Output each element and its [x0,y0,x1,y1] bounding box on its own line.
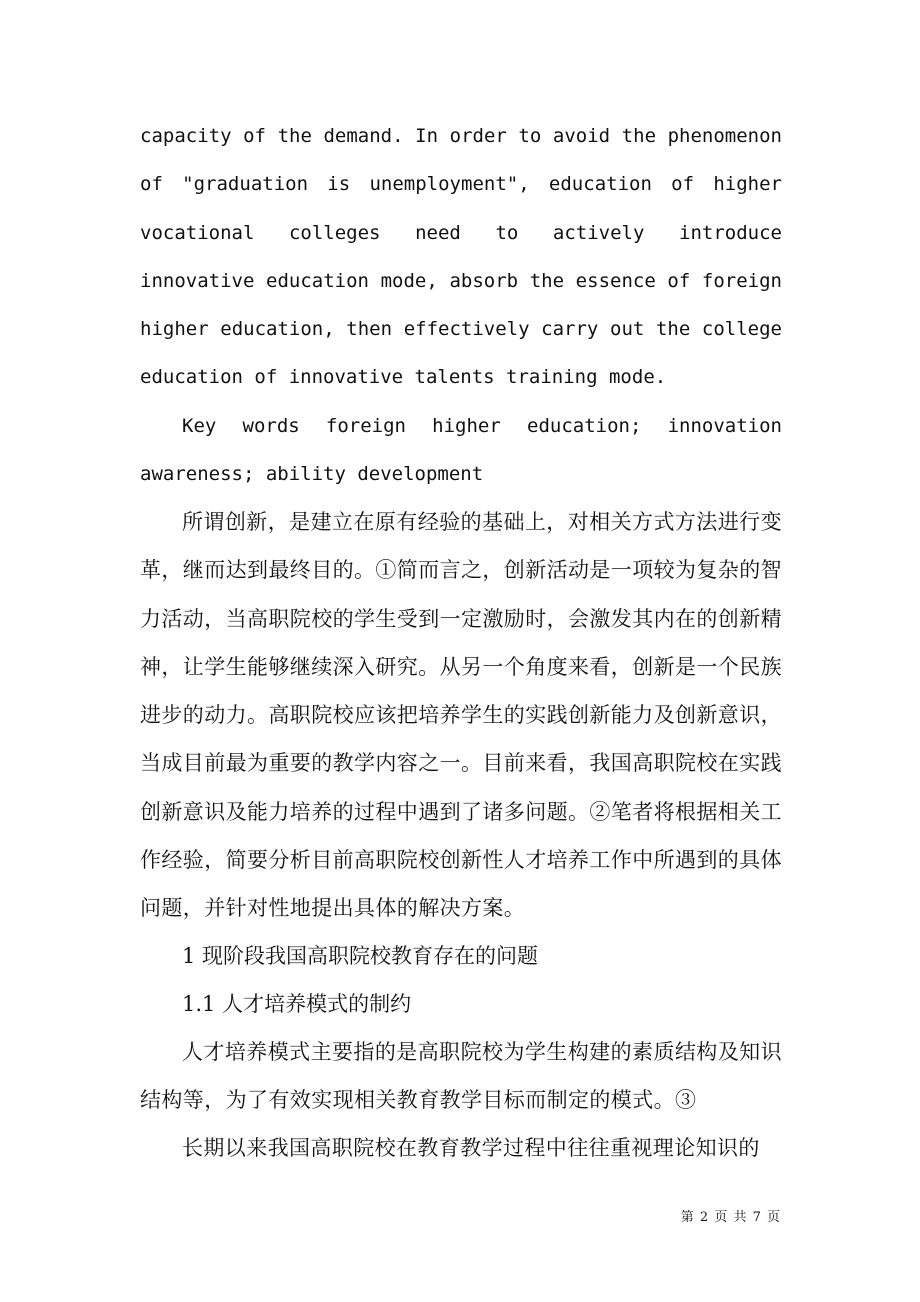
page-number-footer: 第 2 页 共 7 页 [680,1210,781,1225]
abstract-en-block [140,112,782,402]
abstract-en-paragraph: capacity of the demand. In order to avoid the phenomenon of "graduation is unemployment", education of higher vocational colleges need to actively introduce innovative education mode, absorb the essence of foreign higher education, then effectively carry out the college education of innovative talents training mode. [140,125,782,389]
section-heading-1 [140,932,782,980]
section-1-1-paragraph-2 [140,1124,782,1172]
keywords-paragraph: Key words foreign higher education; innovation awareness; ability development [140,415,782,486]
keywords-block [140,402,782,499]
intro-zh-block [140,498,782,933]
heading-1-1-text: 1.1 人才培养模式的制约 [182,992,412,1016]
section-1-1-paragraph-1 [140,1028,782,1125]
body-paragraph: 人才培养模式主要指的是高职院校为学生构建的素质结构及知识结构等，为了有效实现相关教育教学目标而制定的模式。③ [140,1040,782,1113]
heading-1-text: 1 现阶段我国高职院校教育存在的问题 [182,944,539,968]
intro-zh-paragraph: 所谓创新，是建立在原有经验的基础上，对相关方式方法进行变革，继而达到最终目的。①简而言之，创新活动是一项较为复杂的智力活动，当高职院校的学生受到一定激励时，会激发其内在的创新精神，让学生能够继续深入研究。从另一个角度来看，创新是一个民族进步的动力。高职院校应该把培养学生的实践创新能力及创新意识，当成目前最为重要的教学内容之一。目前来看，我国高职院校在实践创新意识及能力培养的过程中遇到了诸多问题。②笔者将根据相关工作经验，简要分析目前高职院校创新性人才培养工作中所遇到的具体问题，并针对性地提出具体的解决方案。 [140,510,782,921]
section-heading-1-1 [140,980,782,1028]
body-paragraph: 长期以来我国高职院校在教育教学过程中往往重视理论知识的 [182,1136,760,1160]
